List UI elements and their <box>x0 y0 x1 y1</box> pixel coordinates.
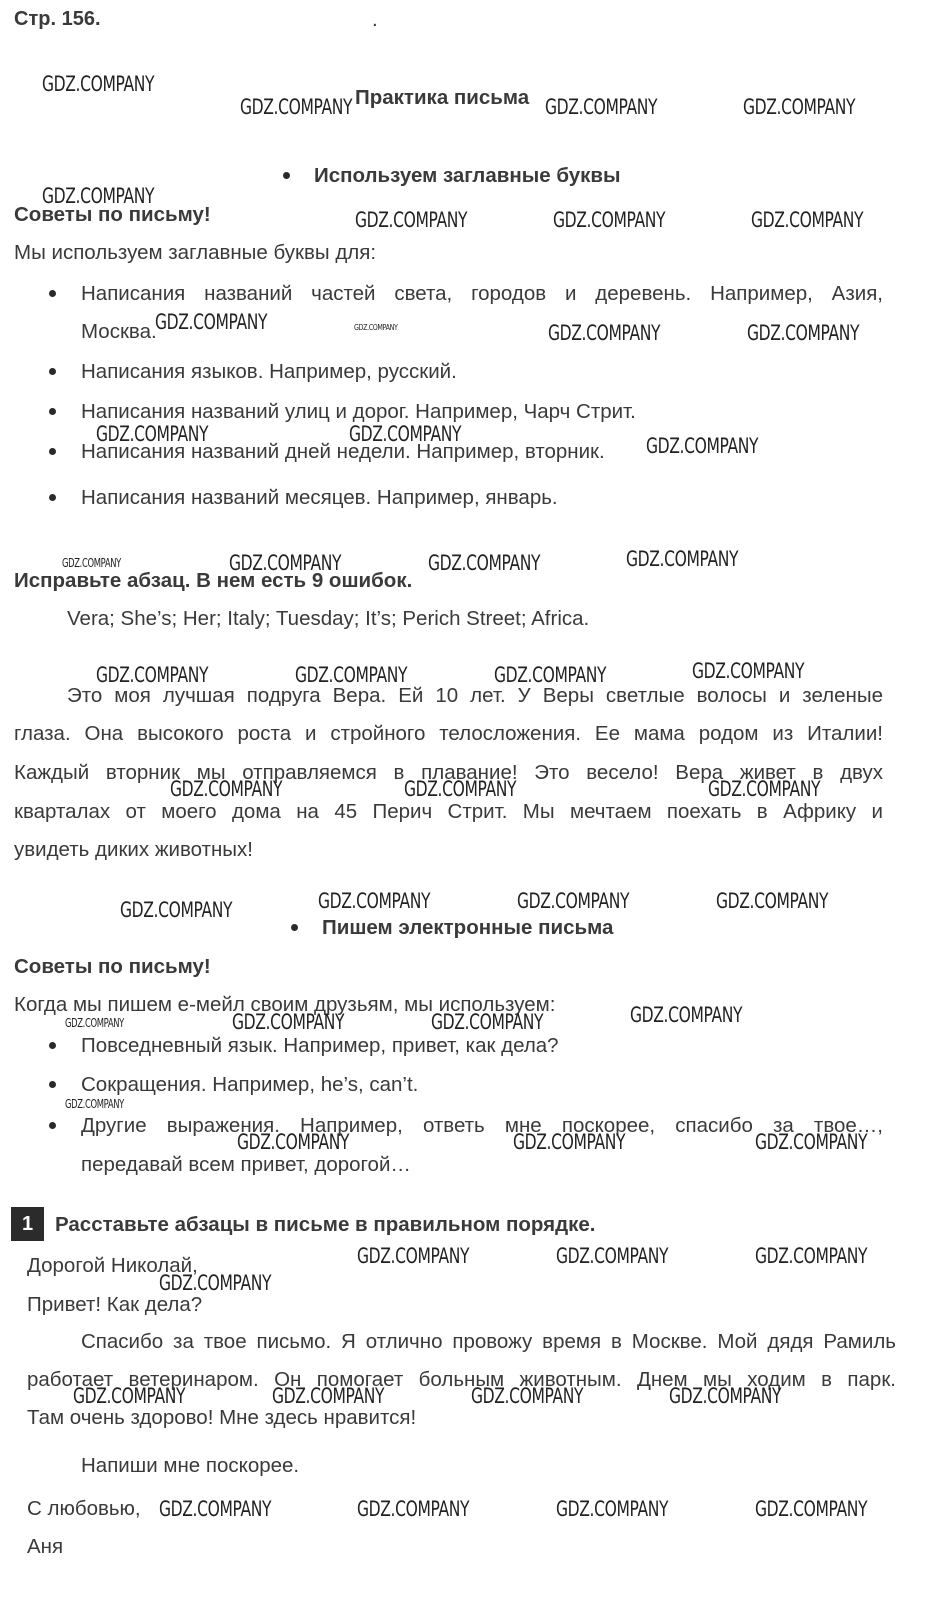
paragraph-line-1: Это моя лучшая подруга Вера. Ей 10 лет. У Веры светлые волосы и зеленые <box>67 684 883 707</box>
watermark: GDZ.COMPANY <box>357 1244 470 1268</box>
watermark: GDZ.COMPANY <box>755 1244 868 1268</box>
watermark: GDZ.COMPANY <box>556 1497 669 1521</box>
watermark: GDZ.COMPANY <box>548 321 661 345</box>
watermark: GDZ.COMPANY <box>159 1271 272 1295</box>
page-label: Стр. 156. <box>14 8 101 30</box>
bullet-icon <box>49 494 56 501</box>
watermark: GDZ.COMPANY <box>357 1497 470 1521</box>
exercise-fix-title: Исправьте абзац. В нем есть 9 ошибок. <box>14 569 413 592</box>
watermark: GDZ.COMPANY <box>646 434 759 458</box>
watermark: GDZ.COMPANY <box>229 551 342 575</box>
task-number-badge: 1 <box>11 1207 44 1241</box>
bullet-icon <box>49 1122 56 1129</box>
watermark: GDZ.COMPANY <box>355 208 468 232</box>
watermark: GDZ.COMPANY <box>42 72 155 96</box>
capitals-rule-3: Написания названий улиц и дорог. Например, Чарч Стрит. <box>81 400 636 423</box>
paragraph-line-3: Каждый вторник мы отправляемся в плавание! Это весело! Вера живет в двух <box>14 761 883 784</box>
capitals-rule-1: Написания названий частей света, городов и деревень. Например, Азия, <box>81 282 883 305</box>
watermark: GDZ.COMPANY <box>155 310 268 334</box>
letter-body-line-1: Спасибо за твое письмо. Я отлично провожу время в Москве. Мой дядя Рамиль <box>81 1330 896 1353</box>
watermark: GDZ.COMPANY <box>556 1244 669 1268</box>
bullet-icon <box>49 290 56 297</box>
paragraph-line-2: глаза. Она высокого роста и стройного телосложения. Ее мама родом из Италии! <box>14 722 883 745</box>
watermark: GDZ.COMPANY <box>404 777 517 801</box>
watermark: GDZ.COMPANY <box>65 1097 124 1111</box>
watermark: GDZ.COMPANY <box>295 663 408 687</box>
watermark: GDZ.COMPANY <box>73 1384 186 1408</box>
capitals-rule-5: Написания названий месяцев. Например, январь. <box>81 486 558 509</box>
watermark: GDZ.COMPANY <box>354 323 398 332</box>
task-title: Расставьте абзацы в письме в правильном порядке. <box>55 1213 596 1236</box>
capitals-intro: Мы используем заглавные буквы для: <box>14 241 377 264</box>
watermark: GDZ.COMPANY <box>42 184 155 208</box>
watermark: GDZ.COMPANY <box>96 422 209 446</box>
watermark: GDZ.COMPANY <box>159 1497 272 1521</box>
email-tip-2: Сокращения. Например, he’s, can’t. <box>81 1073 419 1096</box>
watermark: GDZ.COMPANY <box>755 1497 868 1521</box>
paragraph-line-5: увидеть диких животных! <box>14 838 253 861</box>
watermark: GDZ.COMPANY <box>517 889 630 913</box>
letter-signature: Аня <box>27 1535 64 1558</box>
bullet-icon <box>49 448 56 455</box>
watermark: GDZ.COMPANY <box>626 547 739 571</box>
watermark: GDZ.COMPANY <box>716 889 829 913</box>
watermark: GDZ.COMPANY <box>431 1010 544 1034</box>
watermark: GDZ.COMPANY <box>692 659 805 683</box>
watermark: GDZ.COMPANY <box>170 777 283 801</box>
watermark: GDZ.COMPANY <box>240 95 353 119</box>
bullet-icon <box>49 408 56 415</box>
email-tip-1: Повседневный язык. Например, привет, как дела? <box>81 1034 559 1057</box>
tips-title-1: Советы по письму! <box>14 203 211 226</box>
watermark: GDZ.COMPANY <box>669 1384 782 1408</box>
watermark: GDZ.COMPANY <box>494 663 607 687</box>
watermark: GDZ.COMPANY <box>755 1130 868 1154</box>
tips-title-2: Советы по письму! <box>14 955 211 978</box>
bullet-icon <box>291 924 298 931</box>
email-tip-3: Другие выражения. Например, ответь мне поскорее, спасибо за твое…, <box>81 1114 883 1137</box>
watermark: GDZ.COMPANY <box>272 1384 385 1408</box>
watermark: GDZ.COMPANY <box>553 208 666 232</box>
bullet-icon <box>49 1081 56 1088</box>
header-dot: . <box>372 8 378 31</box>
watermark: GDZ.COMPANY <box>751 208 864 232</box>
watermark: GDZ.COMPANY <box>708 777 821 801</box>
letter-body-line-3: Там очень здорово! Мне здесь нравится! <box>27 1406 417 1429</box>
watermark: GDZ.COMPANY <box>96 663 209 687</box>
letter-body-line-2: работает ветеринаром. Он помогает больным животным. Днем мы ходим в парк. <box>27 1368 896 1391</box>
bullet-icon <box>283 172 290 179</box>
watermark: GDZ.COMPANY <box>513 1130 626 1154</box>
watermark: GDZ.COMPANY <box>471 1384 584 1408</box>
watermark: GDZ.COMPANY <box>62 556 121 570</box>
letter-greeting: Дорогой Николай, <box>27 1254 198 1277</box>
email-intro: Когда мы пишем е-мейл своим друзьям, мы используем: <box>14 993 556 1016</box>
bullet-icon <box>49 368 56 375</box>
watermark: GDZ.COMPANY <box>349 422 462 446</box>
watermark: GDZ.COMPANY <box>120 898 233 922</box>
watermark: GDZ.COMPANY <box>65 1016 124 1030</box>
watermark: GDZ.COMPANY <box>630 1003 743 1027</box>
watermark: GDZ.COMPANY <box>428 551 541 575</box>
letter-hello: Привет! Как дела? <box>27 1293 203 1316</box>
section-subheading-emails: Пишем электронные письма <box>322 916 614 939</box>
watermark: GDZ.COMPANY <box>237 1130 350 1154</box>
paragraph-line-4: кварталах от моего дома на 45 Перич Стрит. Мы мечтаем поехать в Африку и <box>14 800 883 823</box>
bullet-icon <box>49 1042 56 1049</box>
watermark: GDZ.COMPANY <box>232 1010 345 1034</box>
watermark: GDZ.COMPANY <box>545 95 658 119</box>
letter-closing: С любовью, <box>27 1497 141 1520</box>
watermark: GDZ.COMPANY <box>743 95 856 119</box>
email-tip-3-cont: передавай всем привет, дорогой… <box>81 1153 411 1176</box>
letter-write-back: Напиши мне поскорее. <box>81 1454 300 1477</box>
watermark: GDZ.COMPANY <box>747 321 860 345</box>
exercise-fix-answers: Vera; She’s; Her; Italy; Tuesday; It’s; Perich Street; Africa. <box>67 607 590 630</box>
section-subheading-capitals: Используем заглавные буквы <box>314 164 621 187</box>
capitals-rule-4: Написания названий дней недели. Например, вторник. <box>81 440 605 463</box>
capitals-rule-1-cont: Москва. <box>81 320 157 343</box>
section-title: Практика письма <box>355 86 530 109</box>
watermark: GDZ.COMPANY <box>318 889 431 913</box>
capitals-rule-2: Написания языков. Например, русский. <box>81 360 457 383</box>
